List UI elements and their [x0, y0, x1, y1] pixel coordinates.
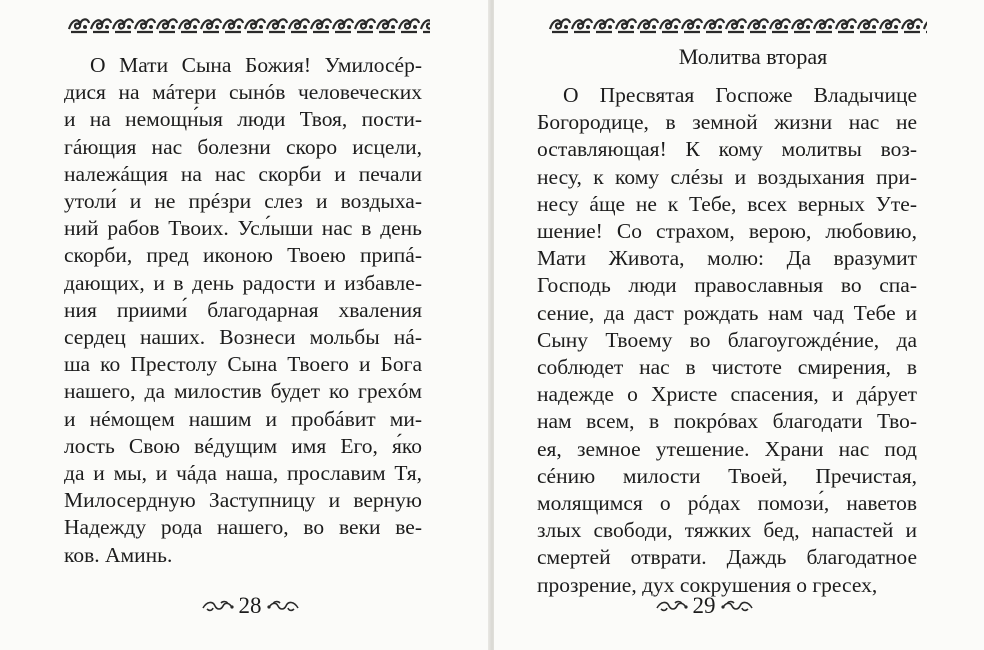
text-line: дающих, и в день радости и избавле- [64, 270, 422, 295]
text-line: утоли́ и не прéзри слез и воздыха- [64, 189, 422, 214]
text-line: належáщия на нас скорби и печали [64, 161, 422, 186]
text-line: ков. Аминь. [64, 542, 173, 567]
text-line: ша ко Престолу Сына Твоего и Бога [64, 352, 422, 377]
text-line: и нéмощем нашим и пробáвит ми- [64, 406, 422, 431]
text-line: О Мати Сына Божия! Умилосéр- [90, 53, 422, 77]
page-number: 28 [238, 593, 262, 618]
text-line: нам всем, в покрóвах благодати Тво- [537, 409, 917, 434]
prayer-text-left [64, 52, 422, 569]
ornament-band-icon [549, 14, 927, 36]
flourish-left-icon [655, 599, 689, 613]
flourish-right-icon [720, 599, 754, 613]
prayer-heading: Молитва вторая [678, 44, 828, 69]
ornament-band-icon [68, 14, 430, 36]
text-line: соблюдет нас в чистоте смирения, в [537, 355, 917, 380]
page-number-left [190, 592, 310, 620]
text-line: оставляющая! К кому молитвы воз- [537, 137, 917, 162]
header-ornament-right [549, 14, 927, 36]
text-line: ний рабов Твоих. Усл́ыши нас в день [64, 216, 422, 241]
text-line: прозрение, дух сокрушения о гресех, [537, 572, 878, 597]
text-line: Милосердную Заступницу и верную [64, 488, 422, 513]
text-line: смертей отврати. Даждь благодатное [537, 545, 917, 570]
text-line: скорби, пред иконою Твоею припá- [64, 243, 422, 268]
text-line: сéнию милости Твоей, Пречистая, [537, 463, 917, 488]
text-line: нашего, да милостив будет ко грехóм [64, 379, 422, 404]
text-line: дися на мáтери сынóв человеческих [64, 80, 422, 105]
text-line: да и мы, и чáда наша, прославим Тя, [64, 461, 422, 486]
text-line: О Пресвятая Госпоже Владычице [563, 83, 917, 107]
text-line: Сыну Твоему во благоугождéние, да [537, 327, 917, 352]
page-number-right [634, 592, 774, 620]
header-ornament-left [68, 14, 430, 36]
text-line: ея, земное утешение. Храни нас под [537, 436, 917, 461]
text-line: лость Свою вéдущим имя Его, я́ко [64, 433, 422, 458]
page-number: 29 [692, 593, 716, 618]
left-page [0, 0, 490, 650]
text-line: Мати Живота, молю: Да вразумит [537, 246, 917, 271]
text-line: Господь люди православныя во спа- [537, 273, 917, 298]
text-line: злых свободи, тяжких бед, напастей и [537, 518, 917, 543]
text-line: шение! Со страхом, верою, любовию, [537, 219, 917, 244]
text-line: молящимся о рóдах помози́, наветов [537, 491, 917, 516]
text-line: и на немощн́ыя люди Твоя, пости- [64, 107, 422, 132]
prayer-text-right [537, 82, 917, 599]
right-page [494, 0, 984, 650]
text-line: Богородице, в земной жизни нас не [537, 110, 917, 135]
text-line: гáющия нас болезни скоро исцели, [64, 134, 422, 159]
flourish-left-icon [201, 599, 235, 613]
text-line: Надежду рода нашего, во веки ве- [64, 515, 422, 540]
text-line: надежде о Христе спасения, и дáрует [537, 382, 917, 407]
text-line: несу áще не к Тебе, всех верных Уте- [537, 191, 917, 216]
text-line: сердец наших. Вознеси мольбы нá- [64, 325, 422, 350]
flourish-right-icon [266, 599, 300, 613]
text-line: несу, к кому слéзы и воздыхания при- [537, 164, 917, 189]
text-line: ния приими́ благодарная хваления [64, 297, 422, 322]
text-line: сение, да даст рождать нам чад Тебе и [537, 300, 917, 325]
